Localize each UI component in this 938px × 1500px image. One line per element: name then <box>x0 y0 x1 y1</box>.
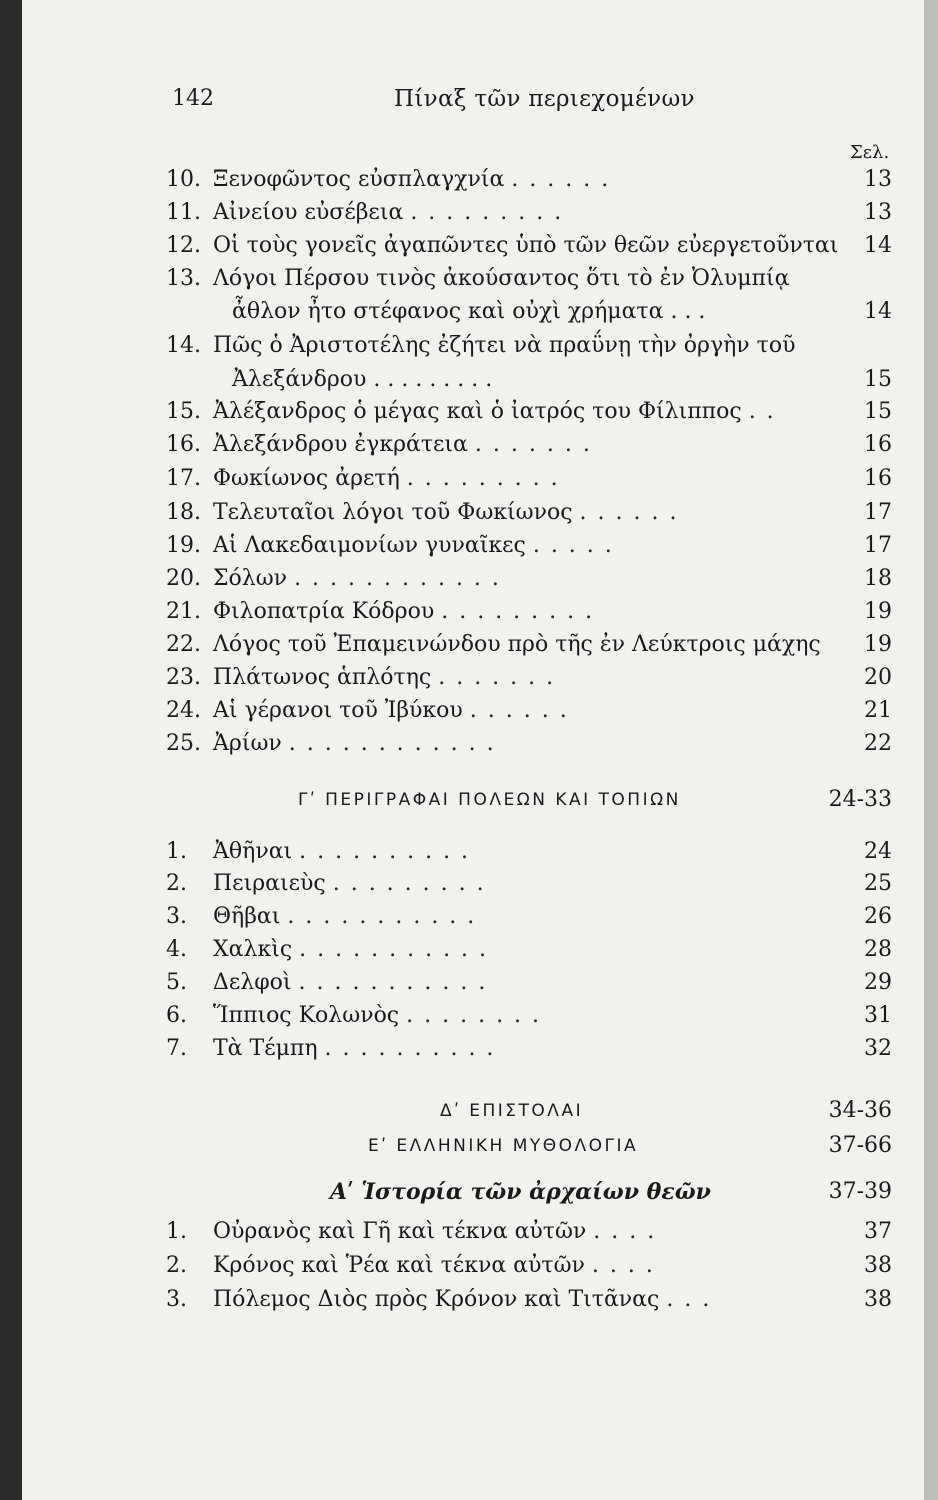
section-heading-e: Εʹ ΕΛΛΗΝΙΚΗ ΜΥΘΟΛΟΓΙΑ <box>368 1136 639 1156</box>
toc-entry: 4. Χαλκὶς . . . . . . . . . . . 28 <box>166 937 892 962</box>
toc-entry: 16. Ἀλεξάνδρου ἐγκράτεια . . . . . . . 16 <box>166 432 892 457</box>
toc-entry: 11. Αἰνείου εὐσέβεια . . . . . . . . . 13 <box>166 200 892 225</box>
page-header <box>172 86 872 120</box>
toc-entry: 21. Φιλοπατρία Κόδρου . . . . . . . . . 19 <box>166 599 892 624</box>
section-heading-g: Γʹ ΠΕΡΙΓΡΑΦΑΙ ΠΟΛΕΩΝ ΚΑΙ ΤΟΠΙΩΝ <box>298 790 681 810</box>
page-number: 142 <box>172 86 214 111</box>
toc-entry: 1. Ἀθῆναι . . . . . . . . . . 24 <box>166 839 892 864</box>
toc-entry: 1. Οὐρανὸς καὶ Γῆ καὶ τέκνα αὐτῶν . . . . 37 <box>166 1219 892 1244</box>
toc-entry: 3. Θῆβαι . . . . . . . . . . . 26 <box>166 904 892 929</box>
toc-entry: 17. Φωκίωνος ἀρετή . . . . . . . . . 16 <box>166 466 892 491</box>
scan-right-edge <box>924 0 938 1500</box>
section-pages-d: 34-36 <box>828 1098 892 1123</box>
scan-left-edge <box>0 0 22 1500</box>
toc-entry: 10. Ξενοφῶντος εὐσπλαγχνία . . . . . . 13 <box>166 167 892 192</box>
toc-entry: 20. Σόλων . . . . . . . . . . . . 18 <box>166 566 892 591</box>
toc-entry: 18. Τελευταῖοι λόγοι τοῦ Φωκίωνος . . . . . . 17 <box>166 500 892 525</box>
toc-entry: 2. Κρόνος καὶ Ῥέα καὶ τέκνα αὐτῶν . . . . 38 <box>166 1253 892 1278</box>
page-column-label: Σελ. <box>850 142 890 163</box>
toc-entry: 12. Οἱ τοὺς γονεῖς ἀγαπῶντες ὑπὸ τῶν θεῶν εὐεργετοῦνται 14 <box>166 233 892 258</box>
toc-entry: 5. Δελφοὶ . . . . . . . . . . . 29 <box>166 970 892 995</box>
toc-entry: 24. Αἱ γέρανοι τοῦ Ἰβύκου . . . . . . 21 <box>166 698 892 723</box>
page-title: Πίναξ τῶν περιεχομένων <box>394 86 695 112</box>
toc-entry-continuation: Ἀλεξάνδρου . . . . . . . . . 15 <box>232 367 892 392</box>
toc-entry: 13. Λόγοι Πέρσου τινὸς ἀκούσαντος ὅτι τὸ ἐν Ὀλυμπίᾳ <box>166 266 790 291</box>
toc-entry: 6. Ἵππιος Κολωνὸς . . . . . . . . 31 <box>166 1003 892 1028</box>
section-pages-e: 37-66 <box>828 1133 892 1158</box>
toc-entry: 23. Πλάτωνος ἁπλότης . . . . . . . 20 <box>166 665 892 690</box>
toc-entry: 2. Πειραιεὺς . . . . . . . . . 25 <box>166 871 892 896</box>
section-pages-g: 24-33 <box>828 787 892 812</box>
toc-entry: 19. Αἱ Λακεδαιμονίων γυναῖκες . . . . . 17 <box>166 533 892 558</box>
toc-entry: 22. Λόγος τοῦ Ἐπαμεινώνδου πρὸ τῆς ἐν Λεύκτροις μάχης 19 <box>166 632 892 657</box>
section-heading-d: Δʹ ΕΠΙΣΤΟΛΑΙ <box>440 1101 584 1121</box>
subsection-pages-a: 37-39 <box>828 1179 892 1204</box>
toc-entry: 25. Ἀρίων . . . . . . . . . . . . 22 <box>166 731 892 756</box>
toc-entry: 3. Πόλεμος Διὸς πρὸς Κρόνον καὶ Τιτᾶνας . . . 38 <box>166 1287 892 1312</box>
toc-entry-continuation: ἆθλον ἦτο στέφανος καὶ οὐχὶ χρήματα . . . 14 <box>232 299 892 324</box>
toc-entry: 7. Τὰ Τέμπη . . . . . . . . . . 32 <box>166 1036 892 1061</box>
subsection-heading-a: Αʹ Ἱστορία τῶν ἀρχαίων θεῶν <box>330 1179 711 1205</box>
toc-entry: 14. Πῶς ὁ Ἀριστοτέλης ἐζήτει νὰ πραΰνῃ τὴν ὀργὴν τοῦ <box>166 333 796 358</box>
toc-entry: 15. Ἀλέξανδρος ὁ μέγας καὶ ὁ ἰατρός του Φίλιππος . . 15 <box>166 399 892 424</box>
